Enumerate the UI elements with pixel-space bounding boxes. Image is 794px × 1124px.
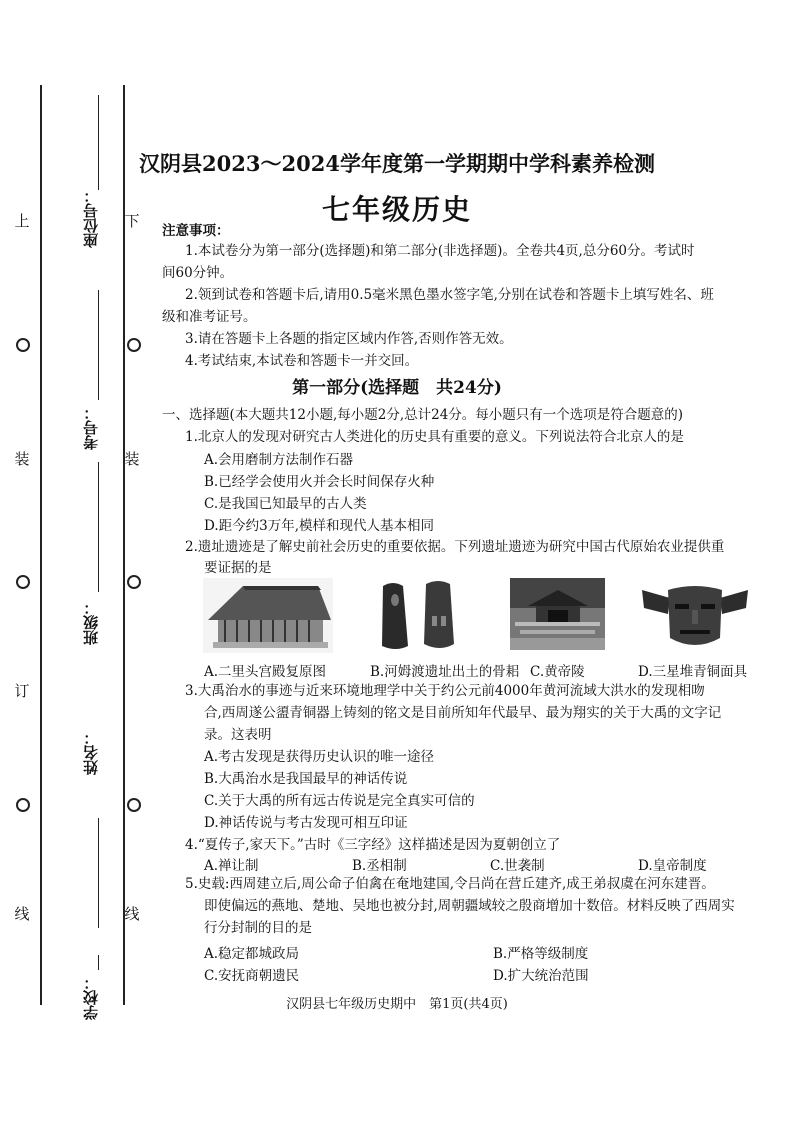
question-stem: 要证据的是 bbox=[204, 560, 272, 576]
question-stem: 4.“夏传子,家天下。”古时《三字经》这样描述是因为夏朝创立了 bbox=[185, 837, 561, 853]
exam-title: 汉阴县2023～2024学年度第一学期期中学科素养检测 bbox=[139, 151, 655, 176]
option-b[interactable]: B.已经学会使用火并会长时间保存火种 bbox=[204, 474, 435, 490]
binding-hole bbox=[127, 798, 141, 812]
option-c[interactable]: C.黄帝陵 bbox=[530, 664, 585, 680]
note-line: 间60分钟。 bbox=[162, 265, 234, 281]
class-line bbox=[98, 462, 99, 592]
subject-title: 七年级历史 bbox=[321, 193, 472, 226]
binding-char-zhuang-inner: 装 bbox=[124, 450, 140, 468]
option-b[interactable]: B.河姆渡遗址出土的骨耜 bbox=[370, 664, 520, 680]
binding-char-xian-inner: 线 bbox=[124, 905, 140, 923]
binding-char-xian: 线 bbox=[14, 905, 30, 923]
exam-number-label: 考号： bbox=[82, 405, 100, 450]
option-b[interactable]: B.丞相制 bbox=[352, 858, 407, 874]
option-d[interactable]: D.皇帝制度 bbox=[638, 858, 707, 874]
question-stem: 录。这表明 bbox=[204, 727, 272, 743]
binding-char-xia: 下 bbox=[124, 212, 140, 230]
note-line: 3.请在答题卡上各题的指定区域内作答,否则作答无效。 bbox=[185, 331, 513, 347]
option-a[interactable]: A.考古发现是获得历史认识的唯一途径 bbox=[204, 749, 435, 765]
option-b[interactable]: B.严格等级制度 bbox=[493, 946, 589, 962]
notes-heading: 注意事项： bbox=[162, 223, 230, 239]
option-a[interactable]: A.二里头宫殿复原图 bbox=[204, 664, 327, 680]
option-c[interactable]: C.是我国已知最早的古人类 bbox=[204, 496, 367, 512]
option-c[interactable]: C.关于大禹的所有远古传说是完全真实可信的 bbox=[204, 793, 475, 809]
option-a[interactable]: A.会用磨制方法制作石器 bbox=[204, 452, 354, 468]
option-d[interactable]: D.扩大统治范围 bbox=[493, 968, 589, 984]
option-d[interactable]: D.三星堆青铜面具 bbox=[638, 664, 748, 680]
question-stem: 5.史载:西周建立后,周公命子伯禽在奄地建国,令吕尚在营丘建齐,成王弟叔虞在河东建晋。 bbox=[185, 876, 715, 892]
question-stem: 行分封制的目的是 bbox=[204, 920, 312, 936]
name-line bbox=[98, 818, 99, 928]
question-stem: 3.大禹治水的事迹与近来环境地理学中关于约公元前4000年黄河流域大洪水的发现相吻 bbox=[185, 683, 705, 699]
option-a[interactable]: A.稳定都城政局 bbox=[204, 946, 300, 962]
school-label: 学校： bbox=[82, 975, 100, 1020]
binding-char-zhuang: 装 bbox=[14, 450, 30, 468]
binding-hole bbox=[16, 798, 30, 812]
binding-hole bbox=[127, 338, 141, 352]
binding-hole bbox=[127, 575, 141, 589]
seat-number-label: 座位号： bbox=[82, 188, 100, 248]
option-c[interactable]: C.安抚商朝遗民 bbox=[204, 968, 300, 984]
palace-reconstruction-image bbox=[203, 578, 333, 653]
page-footer: 汉阴县七年级历史期中 第1页(共4页) bbox=[286, 997, 508, 1012]
question-stem: 2.遗址遗迹是了解史前社会历史的重要依据。下列遗址遗迹为研究中国古代原始农业提供重 bbox=[185, 539, 725, 555]
part1-title: 第一部分(选择题 共24分) bbox=[292, 378, 502, 398]
question-stem: 1.北京人的发现对研究古人类进化的历史具有重要的意义。下列说法符合北京人的是 bbox=[185, 429, 684, 445]
huangdi-mausoleum-image bbox=[510, 578, 605, 650]
binding-char-ding: 订 bbox=[14, 682, 30, 700]
class-label: 班级： bbox=[82, 600, 100, 645]
binding-char-shang: 上 bbox=[14, 212, 30, 230]
bone-spade-image bbox=[368, 578, 468, 653]
option-d[interactable]: D.神话传说与考古发现可相互印证 bbox=[204, 815, 408, 831]
school-line bbox=[98, 955, 99, 970]
name-label: 姓名： bbox=[82, 730, 100, 775]
option-a[interactable]: A.禅让制 bbox=[204, 858, 259, 874]
note-line: 1.本试卷分为第一部分(选择题)和第二部分(非选择题)。全卷共4页,总分60分。考试时 bbox=[185, 243, 695, 259]
note-line: 2.领到试卷和答题卡后,请用0.5毫米黑色墨水签字笔,分别在试卷和答题卡上填写姓名、班 bbox=[185, 287, 714, 303]
note-line: 级和准考证号。 bbox=[162, 309, 257, 325]
option-b[interactable]: B.大禹治水是我国最早的神话传说 bbox=[204, 771, 408, 787]
part1-instruction: 一、选择题(本大题共12小题,每小题2分,总计24分。每小题只有一个选项是符合题意的) bbox=[162, 407, 684, 423]
binding-hole bbox=[16, 338, 30, 352]
option-d[interactable]: D.距今约3万年,模样和现代人基本相同 bbox=[204, 518, 435, 534]
option-c[interactable]: C.世袭制 bbox=[490, 858, 545, 874]
note-line: 4.考试结束,本试卷和答题卡一并交回。 bbox=[185, 353, 419, 369]
question-stem: 合,西周遂公盨青铜器上铸刻的铭文是目前所知年代最早、最为翔实的关于大禹的文字记 bbox=[204, 705, 722, 721]
binding-hole bbox=[16, 575, 30, 589]
bronze-mask-image bbox=[640, 580, 750, 652]
question-stem: 即使偏远的燕地、楚地、吴地也被分封,周朝疆域较之殷商增加十数倍。材料反映了西周实 bbox=[204, 898, 735, 914]
